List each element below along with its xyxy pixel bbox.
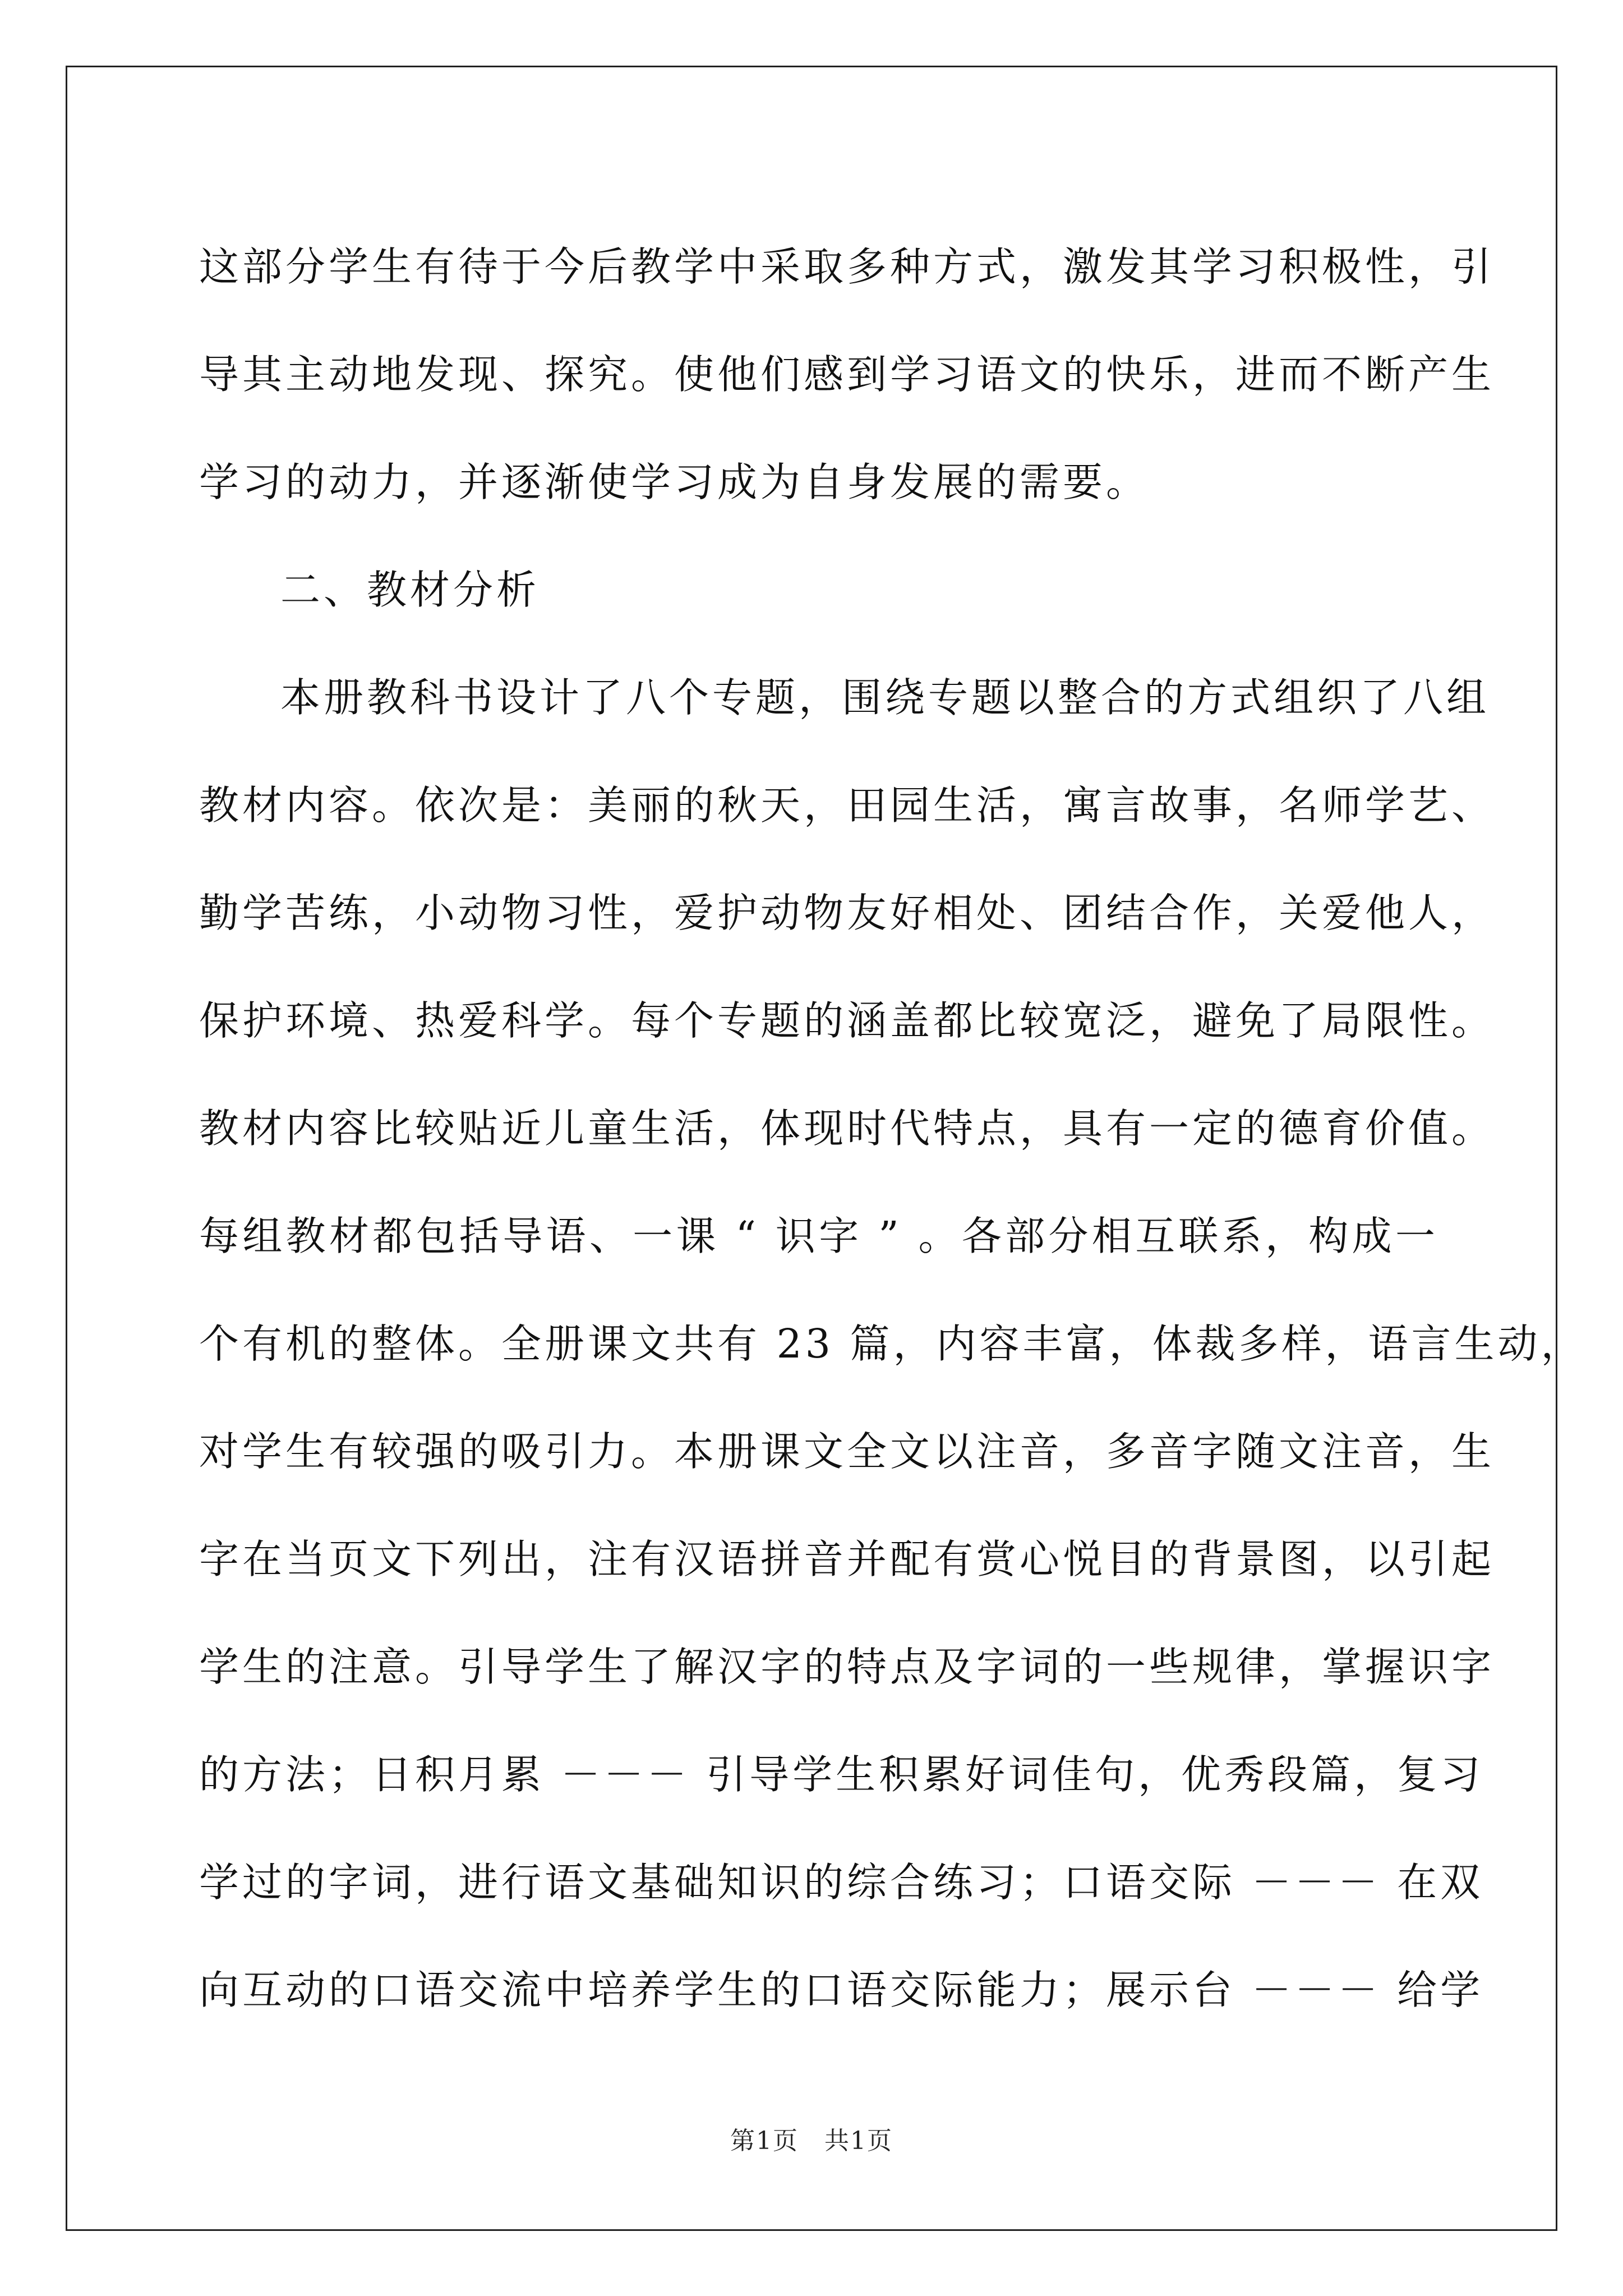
text-line-6: 教材内容。依次是：美丽的秋天，田园生活，寓言故事，名师学艺、 <box>199 782 1495 829</box>
text-line-16: 学过的字词，进行语文基础知识的综合练习；口语交际 －－－ 在双 <box>199 1859 1484 1906</box>
section-heading: 二、教材分析 <box>280 567 540 613</box>
text-line-5: 本册教科书设计了八个专题，围绕专题以整合的方式组织了八组 <box>280 674 1490 721</box>
text-line-14: 学生的注意。引导学生了解汉字的特点及字词的一些规律，掌握识字 <box>199 1644 1495 1690</box>
text-line-12: 对学生有较强的吸引力。本册课文全文以注音，多音字随文注音，生 <box>199 1428 1495 1475</box>
text-line-8: 保护环境、热爱科学。每个专题的涵盖都比较宽泛，避免了局限性。 <box>199 997 1495 1044</box>
document-body <box>199 213 1584 2044</box>
text-line-1: 这部分学生有待于今后教学中采取多种方式，激发其学习积极性，引 <box>199 243 1495 290</box>
text-line-11: 个有机的整体。全册课文共有 23 篇，内容丰富，体裁多样，语言生动， <box>199 1320 1584 1367</box>
page-footer: 第1页 共1页 <box>730 2127 893 2155</box>
text-line-2: 导其主动地发现、探究。使他们感到学习语文的快乐，进而不断产生 <box>199 351 1495 398</box>
text-line-10: 每组教材都包括导语、一课 “ 识字 ” 。各部分相互联系，构成一 <box>199 1213 1438 1259</box>
text-line-9: 教材内容比较贴近儿童生活，体现时代特点，具有一定的德育价值。 <box>199 1105 1495 1152</box>
text-line-3: 学习的动力，并逐渐使学习成为自身发展的需要。 <box>199 459 1150 505</box>
text-line-17: 向互动的口语交流中培养学生的口语交际能力；展示台 －－－ 给学 <box>199 1967 1484 2013</box>
text-line-15: 的方法；日积月累 －－－ 引导学生积累好词佳句，优秀段篇，复习 <box>199 1751 1484 1798</box>
text-line-7: 勤学苦练，小动物习性，爱护动物友好相处、团结合作，关爱他人， <box>199 890 1495 936</box>
text-line-13: 字在当页文下列出，注有汉语拼音并配有赏心悦目的背景图，以引起 <box>199 1536 1495 1582</box>
